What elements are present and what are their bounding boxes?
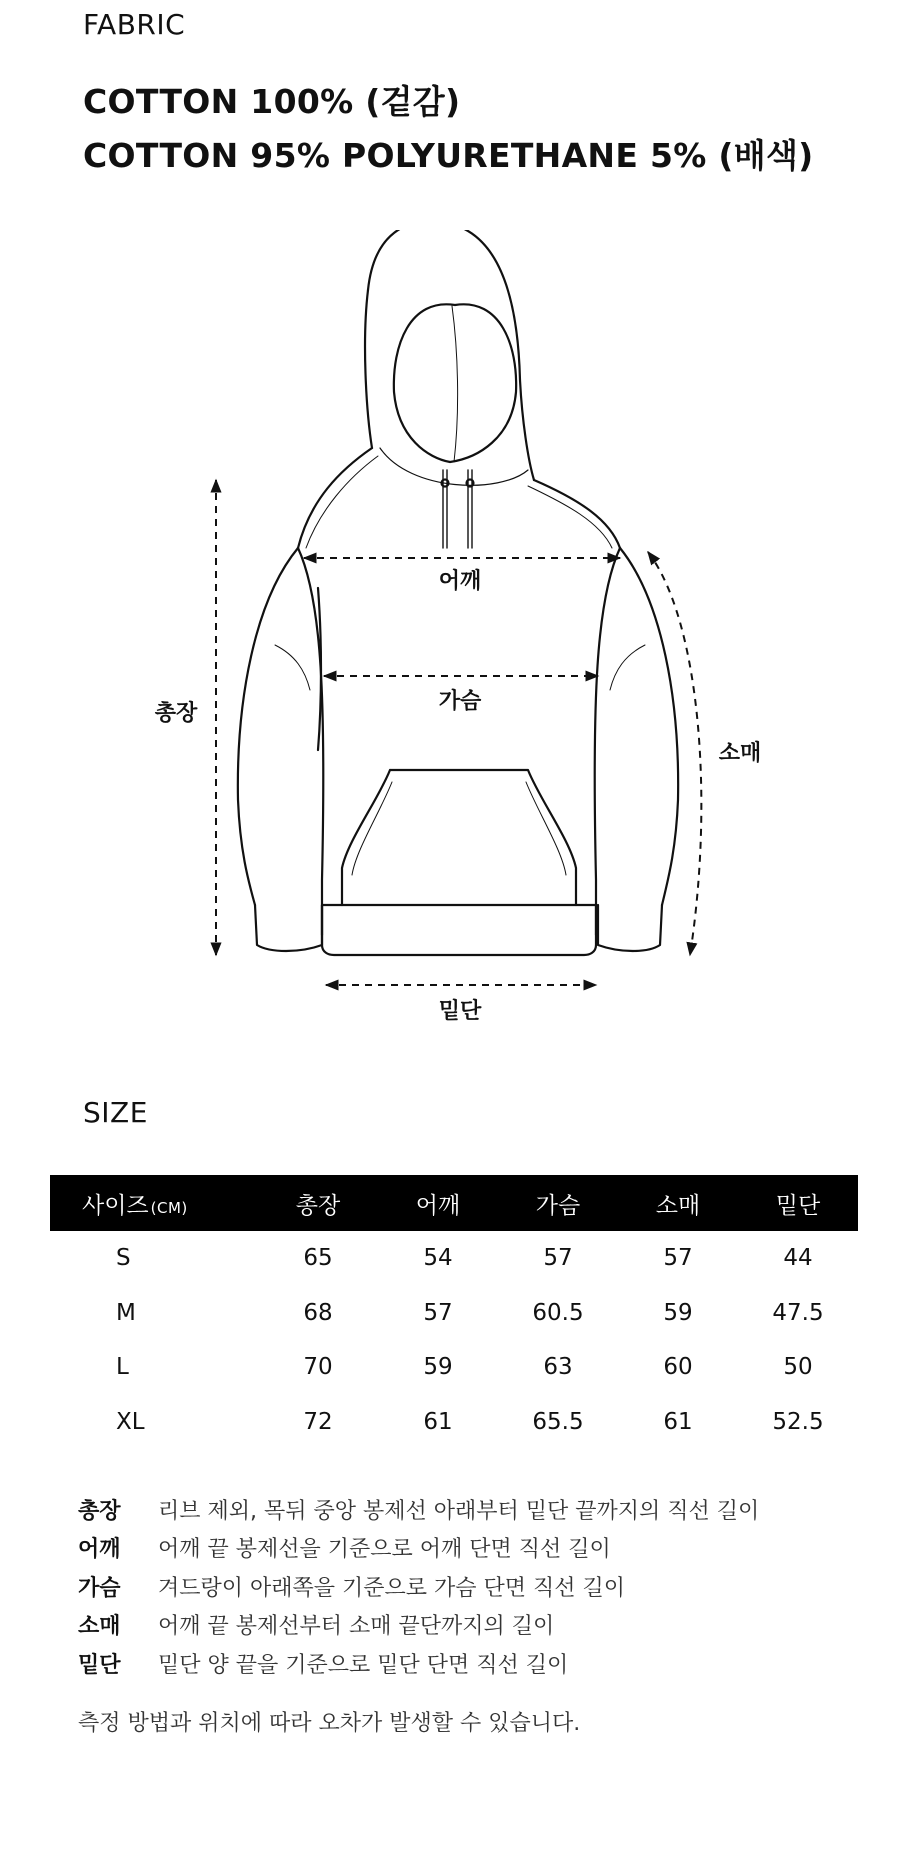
definition-desc: 어깨 끝 봉제선을 기준으로 어깨 단면 직선 길이 bbox=[158, 1537, 611, 1563]
chest-label: 가슴 bbox=[438, 689, 482, 714]
hood-outer-left bbox=[365, 290, 372, 448]
hem-label: 밑단 bbox=[438, 999, 482, 1024]
table-cell: 68 bbox=[303, 1299, 333, 1326]
hoodie-measurement-diagram bbox=[0, 230, 900, 1030]
sleeve-right-fold bbox=[610, 645, 645, 690]
table-row bbox=[50, 1231, 858, 1286]
shoulder-right bbox=[534, 480, 620, 548]
table-cell: 52.5 bbox=[772, 1408, 824, 1435]
fabric-composition-trim: COTTON 95% POLYURETHANE 5% (배색) bbox=[83, 136, 814, 175]
measurement-lines bbox=[216, 480, 701, 985]
neckline bbox=[380, 448, 528, 485]
definition-row bbox=[78, 1490, 858, 1529]
cuff-right bbox=[598, 905, 662, 951]
length-label: 총장 bbox=[154, 701, 198, 726]
table-cell: 57 bbox=[663, 1245, 693, 1272]
table-cell: 60.5 bbox=[532, 1299, 584, 1326]
header-sleeve: 소매 bbox=[618, 1175, 738, 1231]
definition-term: 총장 bbox=[78, 1498, 121, 1524]
body-right-side bbox=[595, 548, 620, 935]
size-label: SIZE bbox=[83, 1096, 148, 1129]
definition-row bbox=[78, 1529, 858, 1568]
sleeve-label: 소매 bbox=[718, 741, 762, 766]
pocket-stitch bbox=[352, 782, 566, 875]
size-cell: S bbox=[116, 1245, 131, 1272]
definition-term: 소매 bbox=[78, 1614, 121, 1640]
table-cell: 54 bbox=[423, 1245, 453, 1272]
kangaroo-pocket bbox=[342, 770, 576, 905]
definition-term: 밑단 bbox=[78, 1652, 121, 1678]
hood-outer bbox=[368, 230, 534, 480]
table-cell: 59 bbox=[423, 1354, 453, 1381]
drawstring-right bbox=[468, 470, 472, 548]
sleeve-left-inner bbox=[318, 588, 321, 750]
table-cell: 65.5 bbox=[532, 1408, 584, 1435]
size-chart-table bbox=[50, 1175, 858, 1449]
table-cell: 61 bbox=[423, 1408, 453, 1435]
table-cell: 44 bbox=[783, 1245, 813, 1272]
size-cell: L bbox=[116, 1354, 129, 1381]
table-cell: 63 bbox=[543, 1354, 573, 1381]
sleeve-left bbox=[238, 548, 298, 905]
table-cell: 47.5 bbox=[772, 1299, 824, 1326]
drawstring-left bbox=[443, 470, 447, 548]
definition-desc: 어깨 끝 봉제선부터 소매 끝단까지의 길이 bbox=[158, 1614, 555, 1640]
shoulder-label: 어깨 bbox=[438, 569, 482, 594]
measurement-definitions bbox=[78, 1490, 858, 1683]
hood-seam bbox=[452, 306, 458, 462]
header-length: 총장 bbox=[258, 1175, 378, 1231]
table-cell: 70 bbox=[303, 1354, 333, 1381]
definition-row bbox=[78, 1644, 858, 1683]
table-cell: 57 bbox=[543, 1245, 573, 1272]
definition-desc: 겨드랑이 아래쪽을 기준으로 가슴 단면 직선 길이 bbox=[158, 1575, 626, 1601]
table-row bbox=[50, 1286, 858, 1341]
header-hem: 밑단 bbox=[738, 1175, 858, 1231]
definition-row bbox=[78, 1606, 858, 1645]
header-unit: (CM) bbox=[150, 1198, 188, 1217]
header-chest: 가슴 bbox=[498, 1175, 618, 1231]
header-size: 사이즈 (CM) bbox=[50, 1175, 258, 1231]
table-cell: 65 bbox=[303, 1245, 333, 1272]
table-cell: 72 bbox=[303, 1408, 333, 1435]
table-cell: 60 bbox=[663, 1354, 693, 1381]
sleeve-right bbox=[620, 548, 678, 905]
size-cell: M bbox=[116, 1299, 136, 1326]
hem-band bbox=[322, 905, 596, 955]
size-cell: XL bbox=[116, 1408, 145, 1435]
definition-row bbox=[78, 1567, 858, 1606]
definition-term: 가슴 bbox=[78, 1575, 121, 1601]
table-cell: 57 bbox=[423, 1299, 453, 1326]
sleeve-left-fold bbox=[275, 645, 310, 690]
table-row bbox=[50, 1340, 858, 1395]
header-shoulder: 어깨 bbox=[378, 1175, 498, 1231]
measurement-note: 측정 방법과 위치에 따라 오차가 발생할 수 있습니다. bbox=[78, 1711, 581, 1736]
table-cell: 59 bbox=[663, 1299, 693, 1326]
definition-desc: 밑단 양 끝을 기준으로 밑단 단면 직선 길이 bbox=[158, 1652, 569, 1678]
table-cell: 50 bbox=[783, 1354, 813, 1381]
sleeve-arrow bbox=[648, 552, 701, 955]
fabric-label: FABRIC bbox=[83, 8, 186, 41]
table-header-row bbox=[50, 1175, 858, 1231]
definition-term: 어깨 bbox=[78, 1537, 121, 1563]
table-row bbox=[50, 1395, 858, 1450]
table-cell: 61 bbox=[663, 1408, 693, 1435]
definition-desc: 리브 제외, 목뒤 중앙 봉제선 아래부터 밑단 끝까지의 직선 길이 bbox=[158, 1498, 760, 1524]
fabric-composition-shell: COTTON 100% (겉감) bbox=[83, 82, 461, 121]
cuff-left bbox=[255, 905, 322, 951]
